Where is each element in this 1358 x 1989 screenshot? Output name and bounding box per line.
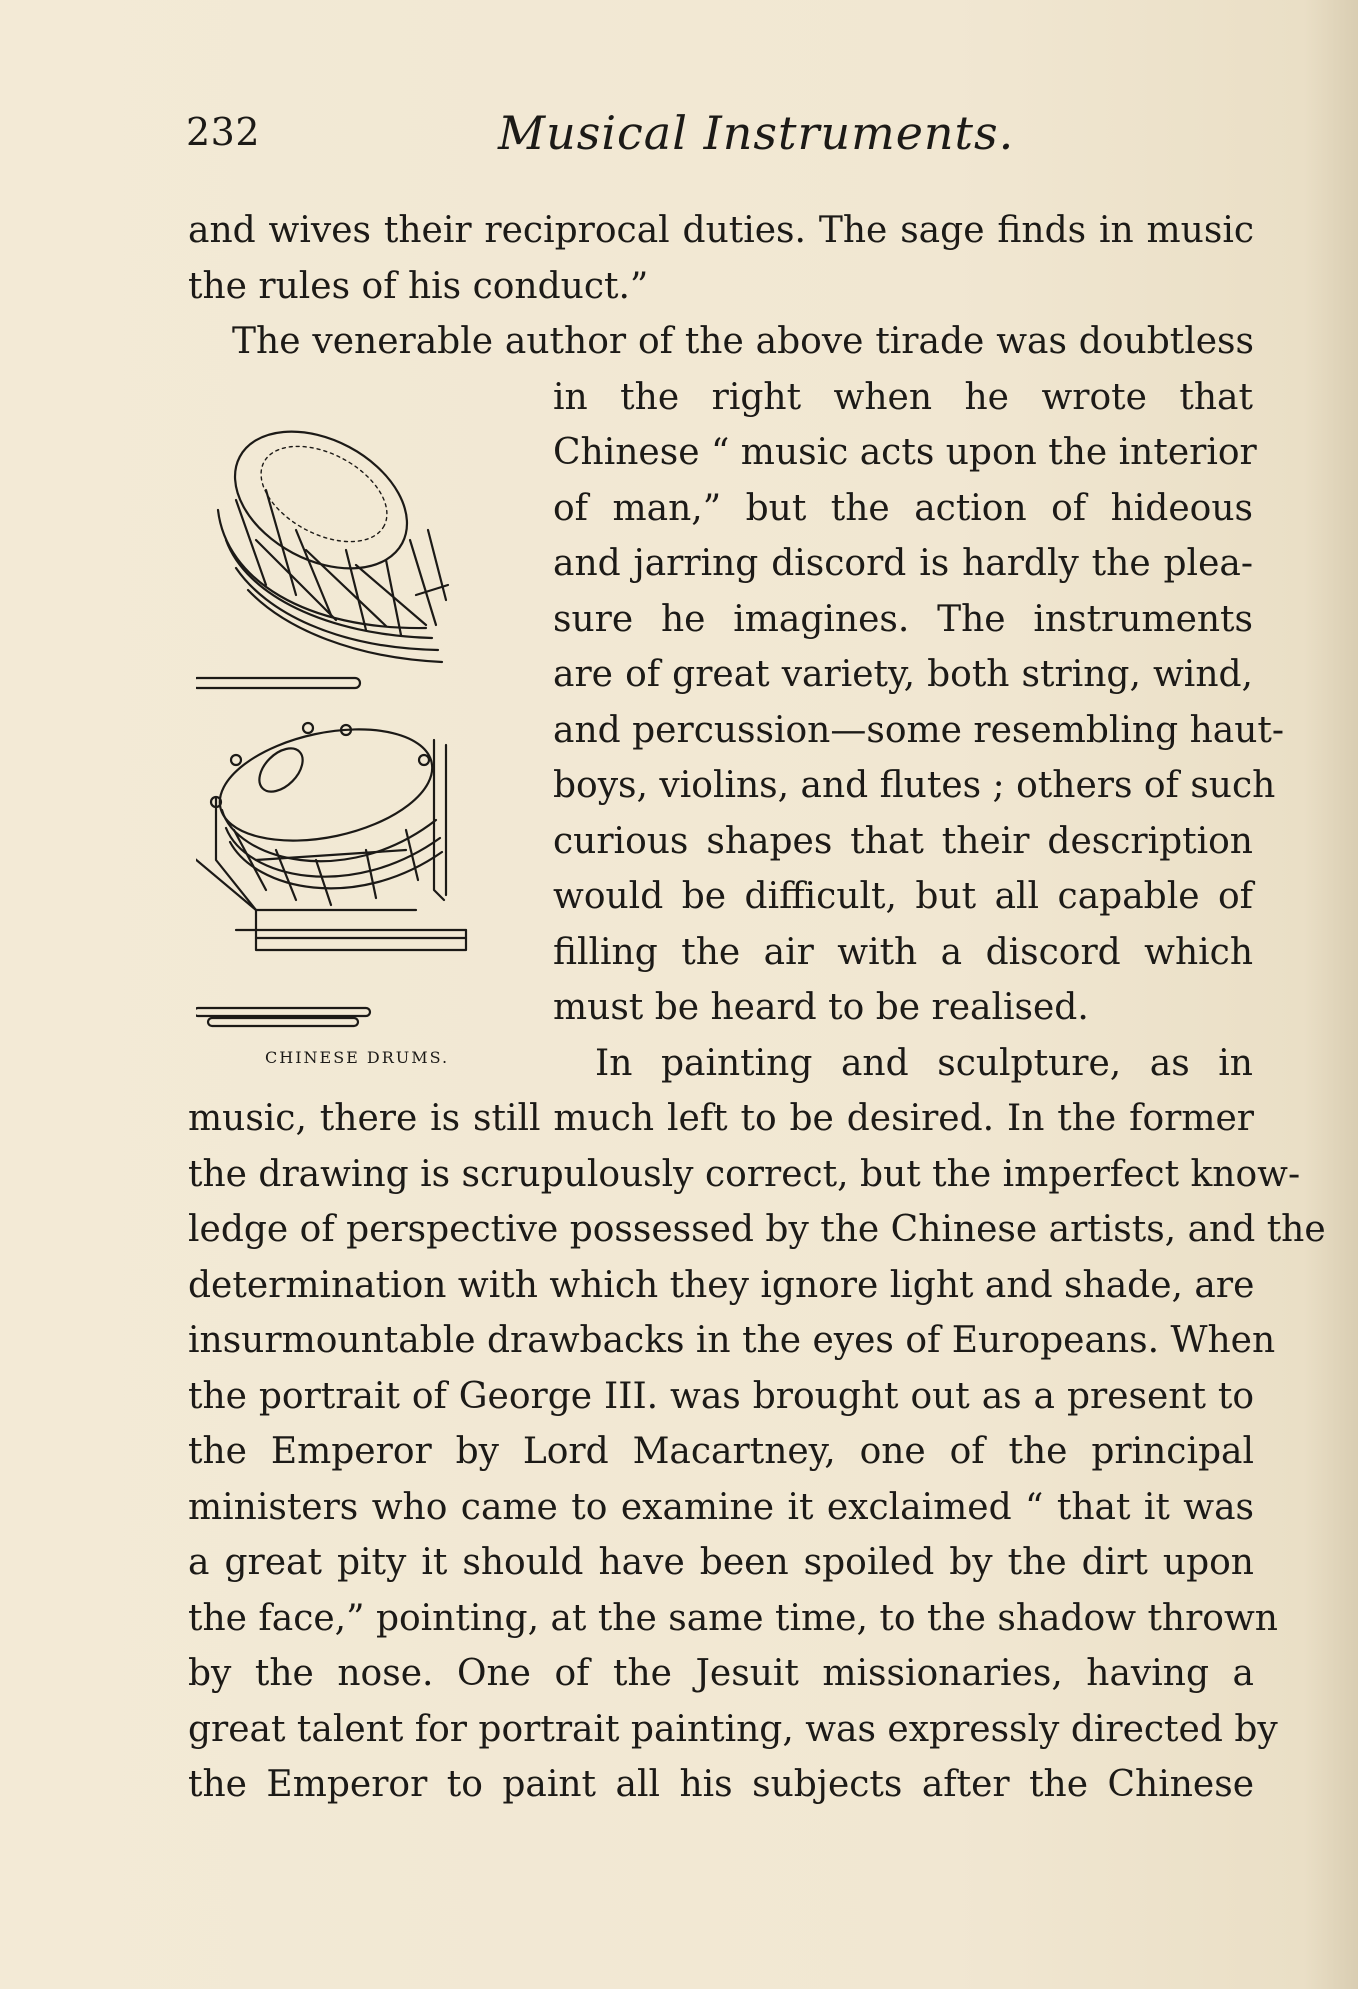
drumstick-icon <box>196 1008 370 1026</box>
text-line: curious shapes that their description <box>553 821 1253 862</box>
text-line: sure he imagines. The instruments <box>553 599 1253 640</box>
text-line: in the right when he wrote that <box>553 377 1253 418</box>
text-line: a great pity it should have been spoiled by the dirt upon <box>188 1542 1254 1583</box>
chinese-drums-figure <box>196 390 516 1070</box>
chinese-drums-illustration <box>196 390 516 1050</box>
text-line: the drawing is scrupulously correct, but the imperfect know- <box>188 1154 1301 1195</box>
text-line: The venerable author of the above tirade was doubtless <box>232 321 1254 362</box>
text-line: filling the air with a discord which <box>553 932 1253 973</box>
text-line: the rules of his conduct.” <box>188 266 649 307</box>
page-number: 232 <box>186 110 261 154</box>
text-line: the Emperor by Lord Macartney, one of the principal <box>188 1431 1254 1472</box>
text-line: music, there is still much left to be desired. In the former <box>188 1098 1254 1139</box>
text-line: the face,” pointing, at the same time, to the shadow thrown <box>188 1598 1278 1639</box>
text-line: would be difficult, but all capable of <box>553 876 1253 917</box>
text-line: must be heard to be realised. <box>553 987 1089 1028</box>
text-line: great talent for portrait painting, was expressly directed by <box>188 1709 1278 1750</box>
drumstick-icon <box>196 678 360 688</box>
upper-drum-icon <box>212 404 448 662</box>
text-line: determination with which they ignore light and shade, are <box>188 1265 1255 1306</box>
text-line: are of great variety, both string, wind, <box>553 654 1253 695</box>
text-line: the portrait of George III. was brought out as a present to <box>188 1376 1254 1417</box>
text-line: by the nose. One of the Jesuit missionaries, having a <box>188 1653 1254 1694</box>
text-line: and percussion—some resembling haut- <box>553 710 1285 751</box>
running-title: Musical Instruments. <box>498 106 1015 160</box>
figure-caption: CHINESE DRUMS. <box>265 1048 450 1067</box>
text-line: of man,” but the action of hideous <box>553 488 1253 529</box>
text-line: and jarring discord is hardly the plea- <box>553 543 1253 584</box>
text-line: Chinese “ music acts upon the interior <box>553 432 1257 473</box>
text-line: the Emperor to paint all his subjects after the Chinese <box>188 1764 1254 1805</box>
running-header <box>186 106 1258 180</box>
text-line: insurmountable drawbacks in the eyes of Europeans. When <box>188 1320 1276 1361</box>
text-line: boys, violins, and flutes ; others of such <box>553 765 1276 806</box>
text-line: and wives their reciprocal duties. The sage finds in music <box>188 210 1254 251</box>
text-line: ledge of perspective possessed by the Chinese artists, and the <box>188 1209 1326 1250</box>
lower-drum-icon <box>196 712 466 950</box>
text-line: ministers who came to examine it exclaimed “ that it was <box>188 1487 1254 1528</box>
text-line: In painting and sculpture, as in <box>595 1043 1253 1084</box>
